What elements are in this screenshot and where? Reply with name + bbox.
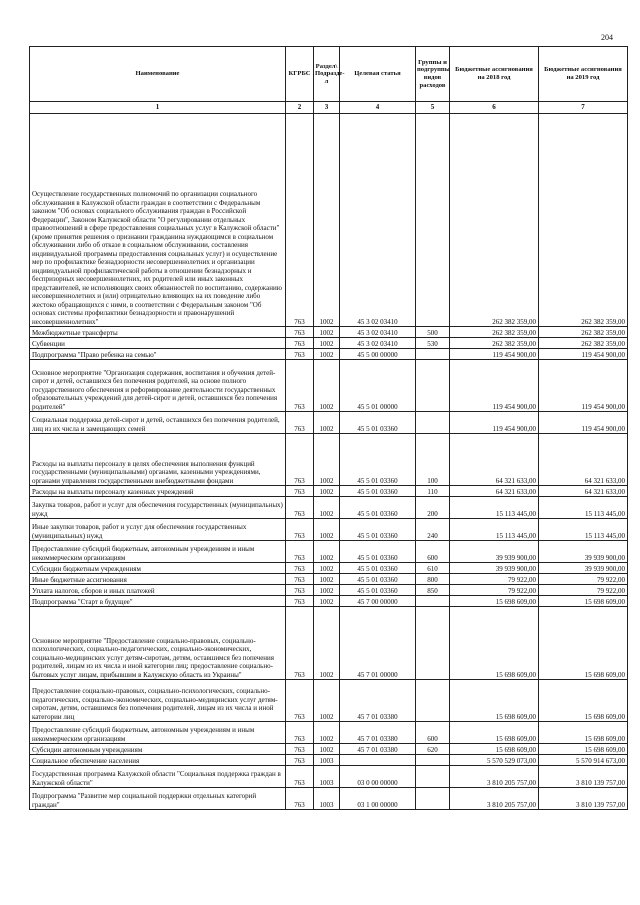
row-amount-2019: 15 698 609,00 xyxy=(539,722,628,744)
row-name: Иные закупки товаров, работ и услуг для обеспечения государственных (муниципальных) нужд xyxy=(30,519,286,541)
row-amount-2019: 15 698 609,00 xyxy=(539,744,628,755)
row-amount-2018: 64 321 633,00 xyxy=(450,486,539,497)
table-row xyxy=(30,680,628,722)
row-razdel: 1002 xyxy=(314,338,340,349)
row-amount-2018: 15 698 609,00 xyxy=(450,607,539,680)
row-kgrbs: 763 xyxy=(286,486,314,497)
row-target-code: 45 5 01 03360 xyxy=(340,541,416,563)
row-target-code: 03 1 00 00000 xyxy=(340,788,416,810)
row-amount-2019: 79 922,00 xyxy=(539,585,628,596)
header-row xyxy=(30,47,628,102)
row-target-code: 45 7 01 03380 xyxy=(340,744,416,755)
row-kgrbs: 763 xyxy=(286,607,314,680)
row-amount-2019: 15 698 609,00 xyxy=(539,607,628,680)
row-amount-2018: 15 698 609,00 xyxy=(450,680,539,722)
row-target-code: 45 5 01 03360 xyxy=(340,434,416,486)
row-kgrbs: 763 xyxy=(286,596,314,607)
row-amount-2019: 39 939 900,00 xyxy=(539,541,628,563)
table-row xyxy=(30,744,628,755)
row-kgrbs: 763 xyxy=(286,360,314,412)
row-amount-2019: 15 698 609,00 xyxy=(539,596,628,607)
table-row xyxy=(30,114,628,327)
table-row xyxy=(30,349,628,360)
row-target-code: 45 5 01 03360 xyxy=(340,519,416,541)
row-amount-2018: 3 810 205 757,00 xyxy=(450,788,539,810)
page-number: 204 xyxy=(601,33,613,42)
row-amount-2019: 262 382 359,00 xyxy=(539,338,628,349)
row-name: Расходы на выплаты персоналу казенных учреждений xyxy=(30,486,286,497)
row-name: Субсидии бюджетным учреждениям xyxy=(30,563,286,574)
row-name: Подпрограмма "Старт в будущее" xyxy=(30,596,286,607)
row-expense-group: 110 xyxy=(416,486,450,497)
row-kgrbs: 763 xyxy=(286,412,314,434)
row-name: Основное мероприятие "Организация содержания, воспитания и обучения детей-сирот и детей, оставшихся без попечения родителей, на основе полного государственного обеспечения и реформирование деятельности государственных образовательных учреждений для детей-сирот и детей, оставшихся без попечения родителей" xyxy=(30,360,286,412)
table-row xyxy=(30,766,628,788)
header-razdel: Раздел\ Подразде- л xyxy=(314,47,340,102)
row-expense-group xyxy=(416,114,450,327)
row-expense-group xyxy=(416,766,450,788)
row-name: Предоставление социально-правовых, социально-психологических, социально-педагогических, социально-экономических, социально-медицинских услуг детям-сиротам, детям, оставшимся без попечения родителей, лицам из их числа и иной категории лиц xyxy=(30,680,286,722)
column-number: 3 xyxy=(314,102,340,114)
row-razdel: 1003 xyxy=(314,755,340,766)
row-target-code: 45 5 01 03360 xyxy=(340,574,416,585)
row-kgrbs: 763 xyxy=(286,327,314,338)
row-expense-group: 850 xyxy=(416,585,450,596)
row-target-code: 45 3 02 03410 xyxy=(340,327,416,338)
column-number: 5 xyxy=(416,102,450,114)
row-expense-group xyxy=(416,607,450,680)
row-name: Осуществление государственных полномочий по организации социального обслуживания в Калужской области граждан в соответствии с Федеральным законом "Об основах социального обслуживания граждан в Российской Федерации", Законом Калужской области "О регулировании отдельных правоотношений в сфере предоставления социальных услуг в Калужской области" (кроме принятия решения о признании гражданина нуждающимся в социальном обслуживании либо об отказе в социальном обслуживании, составления индивидуальной программы предоставления социальных услуг) и осуществление мер по профилактике безнадзорности несовершеннолетних и организации индивидуальной профилактической работы в отношении безнадзорных и беспризорных несовершеннолетних, их родителей или иных законных представителей, не исполняющих своих обязанностей по воспитанию, содержанию несовершеннолетних и (или) отрицательно влияющих на их поведение либо жестоко обращающихся с ними, в соответствии с Федеральным законом "Об основах системы профилактики безнадзорности и правонарушений несовершеннолетних" xyxy=(30,114,286,327)
row-kgrbs: 763 xyxy=(286,349,314,360)
row-razdel: 1002 xyxy=(314,519,340,541)
row-amount-2019: 79 922,00 xyxy=(539,574,628,585)
row-amount-2018: 262 382 359,00 xyxy=(450,338,539,349)
header-name: Наименование xyxy=(30,47,286,102)
row-expense-group: 100 xyxy=(416,434,450,486)
row-kgrbs: 763 xyxy=(286,338,314,349)
row-expense-group xyxy=(416,349,450,360)
row-razdel: 1002 xyxy=(314,497,340,519)
table-row xyxy=(30,541,628,563)
table-row xyxy=(30,788,628,810)
row-expense-group: 600 xyxy=(416,541,450,563)
table-row xyxy=(30,519,628,541)
row-razdel: 1003 xyxy=(314,788,340,810)
table-row xyxy=(30,486,628,497)
row-kgrbs: 763 xyxy=(286,755,314,766)
row-name: Основное мероприятие "Предоставление социально-правовых, социально-психологических, социально-педагогических, социально-экономических, социально-медицинских услуг детям-сиротам, детям, оставшимся без попечения родителей, лицам из их числа и иной категории лиц; предоставление социально-бытовых услуг лицам, прибывшим в Калужскую область из Украины" xyxy=(30,607,286,680)
row-expense-group: 610 xyxy=(416,563,450,574)
row-amount-2018: 119 454 900,00 xyxy=(450,360,539,412)
column-number: 4 xyxy=(340,102,416,114)
row-target-code: 45 5 01 00000 xyxy=(340,360,416,412)
row-razdel: 1002 xyxy=(314,486,340,497)
row-target-code: 45 7 01 03380 xyxy=(340,680,416,722)
row-razdel: 1002 xyxy=(314,680,340,722)
header-2018: Бюджетные ассигнования на 2018 год xyxy=(450,47,539,102)
row-expense-group: 800 xyxy=(416,574,450,585)
row-amount-2019: 262 382 359,00 xyxy=(539,114,628,327)
row-razdel: 1002 xyxy=(314,360,340,412)
row-expense-group xyxy=(416,755,450,766)
row-amount-2018: 3 810 205 757,00 xyxy=(450,766,539,788)
row-name: Уплата налогов, сборов и иных платежей xyxy=(30,585,286,596)
row-name: Подпрограмма "Развитие мер социальной поддержки отдельных категорий граждан" xyxy=(30,788,286,810)
row-amount-2018: 5 570 529 073,00 xyxy=(450,755,539,766)
table-row xyxy=(30,755,628,766)
row-amount-2018: 15 698 609,00 xyxy=(450,596,539,607)
row-target-code: 45 7 01 03380 xyxy=(340,722,416,744)
row-razdel: 1003 xyxy=(314,766,340,788)
row-razdel: 1002 xyxy=(314,585,340,596)
row-amount-2019: 3 810 139 757,00 xyxy=(539,766,628,788)
row-amount-2018: 262 382 359,00 xyxy=(450,327,539,338)
row-amount-2019: 5 570 914 673,00 xyxy=(539,755,628,766)
row-razdel: 1002 xyxy=(314,541,340,563)
row-target-code: 45 3 02 03410 xyxy=(340,338,416,349)
row-expense-group xyxy=(416,788,450,810)
row-amount-2018: 15 698 609,00 xyxy=(450,722,539,744)
column-number: 6 xyxy=(450,102,539,114)
row-target-code: 45 5 01 03360 xyxy=(340,585,416,596)
row-amount-2019: 64 321 633,00 xyxy=(539,486,628,497)
row-kgrbs: 763 xyxy=(286,541,314,563)
row-amount-2019: 119 454 900,00 xyxy=(539,360,628,412)
header-target: Целевая статья xyxy=(340,47,416,102)
row-kgrbs: 763 xyxy=(286,722,314,744)
row-target-code: 45 7 00 00000 xyxy=(340,596,416,607)
row-expense-group: 240 xyxy=(416,519,450,541)
header-kgrbs: КГРБС xyxy=(286,47,314,102)
row-razdel: 1002 xyxy=(314,574,340,585)
column-number: 7 xyxy=(539,102,628,114)
row-kgrbs: 763 xyxy=(286,574,314,585)
row-amount-2019: 15 698 609,00 xyxy=(539,680,628,722)
row-kgrbs: 763 xyxy=(286,585,314,596)
row-razdel: 1002 xyxy=(314,744,340,755)
row-name: Подпрограмма "Право ребенка на семью" xyxy=(30,349,286,360)
row-target-code: 45 3 02 03410 xyxy=(340,114,416,327)
row-kgrbs: 763 xyxy=(286,563,314,574)
row-expense-group: 200 xyxy=(416,497,450,519)
row-name: Иные бюджетные ассигнования xyxy=(30,574,286,585)
row-amount-2018: 15 113 445,00 xyxy=(450,497,539,519)
row-amount-2018: 15 698 609,00 xyxy=(450,744,539,755)
row-amount-2018: 119 454 900,00 xyxy=(450,412,539,434)
row-amount-2019: 262 382 359,00 xyxy=(539,327,628,338)
table-row xyxy=(30,338,628,349)
row-amount-2019: 15 113 445,00 xyxy=(539,519,628,541)
row-expense-group xyxy=(416,412,450,434)
row-razdel: 1002 xyxy=(314,327,340,338)
row-kgrbs: 763 xyxy=(286,788,314,810)
row-amount-2019: 64 321 633,00 xyxy=(539,434,628,486)
row-name: Субсидии автономным учреждениям xyxy=(30,744,286,755)
budget-table xyxy=(29,46,628,810)
row-expense-group: 530 xyxy=(416,338,450,349)
row-expense-group xyxy=(416,360,450,412)
row-target-code: 45 5 01 03360 xyxy=(340,497,416,519)
table-row xyxy=(30,360,628,412)
row-amount-2019: 3 810 139 757,00 xyxy=(539,788,628,810)
row-expense-group: 600 xyxy=(416,722,450,744)
row-target-code xyxy=(340,755,416,766)
row-target-code: 45 5 00 00000 xyxy=(340,349,416,360)
row-amount-2018: 262 382 359,00 xyxy=(450,114,539,327)
header-2019: Бюджетные ассигнования на 2019 год xyxy=(539,47,628,102)
row-name: Предоставление субсидий бюджетным, автономным учреждениям и иным некоммерческим организациям xyxy=(30,541,286,563)
row-target-code: 45 7 01 00000 xyxy=(340,607,416,680)
row-expense-group: 620 xyxy=(416,744,450,755)
table-row xyxy=(30,607,628,680)
row-name: Социальная поддержка детей-сирот и детей, оставшихся без попечения родителей, лиц из их числа и замещающих семей xyxy=(30,412,286,434)
row-kgrbs: 763 xyxy=(286,744,314,755)
row-razdel: 1002 xyxy=(314,434,340,486)
table-row xyxy=(30,596,628,607)
row-name: Субвенции xyxy=(30,338,286,349)
row-razdel: 1002 xyxy=(314,114,340,327)
row-target-code: 45 5 01 03360 xyxy=(340,412,416,434)
table-row xyxy=(30,497,628,519)
header-group: Группы и подгруппы видов расходов xyxy=(416,47,450,102)
row-name: Закупка товаров, работ и услуг для обеспечения государственных (муниципальных) нужд xyxy=(30,497,286,519)
row-amount-2018: 39 939 900,00 xyxy=(450,541,539,563)
row-amount-2018: 15 113 445,00 xyxy=(450,519,539,541)
row-target-code: 03 0 00 00000 xyxy=(340,766,416,788)
row-razdel: 1002 xyxy=(314,563,340,574)
row-kgrbs: 763 xyxy=(286,497,314,519)
row-razdel: 1002 xyxy=(314,596,340,607)
row-razdel: 1002 xyxy=(314,607,340,680)
row-kgrbs: 763 xyxy=(286,519,314,541)
row-name: Социальное обеспечение населения xyxy=(30,755,286,766)
row-razdel: 1002 xyxy=(314,722,340,744)
row-name: Предоставление субсидий бюджетным, автономным учреждениям и иным некоммерческим организациям xyxy=(30,722,286,744)
row-target-code: 45 5 01 03360 xyxy=(340,563,416,574)
row-amount-2018: 64 321 633,00 xyxy=(450,434,539,486)
row-name: Государственная программа Калужской области "Социальная поддержка граждан в Калужской области" xyxy=(30,766,286,788)
table-row xyxy=(30,722,628,744)
row-amount-2018: 39 939 900,00 xyxy=(450,563,539,574)
row-kgrbs: 763 xyxy=(286,766,314,788)
row-amount-2019: 39 939 900,00 xyxy=(539,563,628,574)
row-razdel: 1002 xyxy=(314,412,340,434)
table-row xyxy=(30,585,628,596)
row-amount-2019: 119 454 900,00 xyxy=(539,412,628,434)
table-row xyxy=(30,327,628,338)
row-kgrbs: 763 xyxy=(286,434,314,486)
row-target-code: 45 5 01 03360 xyxy=(340,486,416,497)
row-razdel: 1002 xyxy=(314,349,340,360)
table-row xyxy=(30,574,628,585)
table-row xyxy=(30,434,628,486)
row-expense-group xyxy=(416,596,450,607)
row-amount-2019: 15 113 445,00 xyxy=(539,497,628,519)
row-amount-2018: 119 454 900,00 xyxy=(450,349,539,360)
table-row xyxy=(30,563,628,574)
column-number: 1 xyxy=(30,102,286,114)
row-name: Межбюджетные трансферты xyxy=(30,327,286,338)
row-amount-2018: 79 922,00 xyxy=(450,574,539,585)
row-expense-group: 500 xyxy=(416,327,450,338)
table-row xyxy=(30,412,628,434)
column-number-row xyxy=(30,102,628,114)
row-amount-2019: 119 454 900,00 xyxy=(539,349,628,360)
row-expense-group xyxy=(416,680,450,722)
row-kgrbs: 763 xyxy=(286,680,314,722)
row-kgrbs: 763 xyxy=(286,114,314,327)
row-amount-2018: 79 922,00 xyxy=(450,585,539,596)
row-name: Расходы на выплаты персоналу в целях обеспечения выполнения функций государственными (муниципальными) органами, казенными учреждениями, органами управления государственными внебюджетными фондами xyxy=(30,434,286,486)
column-number: 2 xyxy=(286,102,314,114)
